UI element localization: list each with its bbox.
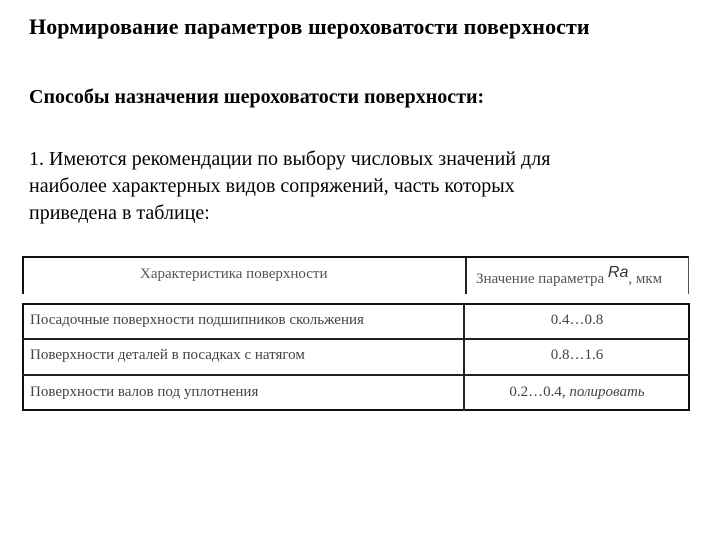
ra-symbol: Ra bbox=[607, 264, 629, 281]
table-cell-value: 0.8…1.6 bbox=[550, 347, 604, 363]
header-surface-characteristic: Характеристика поверхности bbox=[140, 266, 328, 282]
paragraph-line-2: наиболее характерных видов сопряжений, часть которых bbox=[29, 175, 515, 197]
table-header-divider bbox=[465, 258, 467, 294]
header-unit: , мкм bbox=[628, 271, 663, 287]
table-row-divider bbox=[22, 338, 690, 340]
paragraph-line-1: 1. Имеются рекомендации по выбору числовых значений для bbox=[29, 148, 551, 170]
table-cell-value: 0.4…0.8 bbox=[550, 312, 604, 328]
table-column-divider bbox=[463, 303, 465, 411]
table-cell-surface: Посадочные поверхности подшипников скольжения bbox=[30, 312, 364, 328]
table-body-frame bbox=[22, 303, 690, 411]
table-cell-surface: Поверхности деталей в посадках с натягом bbox=[30, 347, 305, 363]
value-text: 0.2…0.4, bbox=[509, 384, 566, 400]
section-subtitle: Способы назначения шероховатости поверхности: bbox=[29, 86, 485, 108]
table-cell-value-with-note bbox=[464, 384, 690, 401]
value-note: полировать bbox=[569, 384, 645, 400]
header-value-prefix: Значение параметра bbox=[476, 271, 605, 287]
body-paragraph bbox=[29, 146, 689, 227]
page-title: Нормирование параметров шероховатости поверхности bbox=[29, 14, 590, 39]
table-header-frame bbox=[22, 256, 689, 294]
header-parameter-value bbox=[476, 264, 663, 288]
table-row-divider bbox=[22, 374, 690, 376]
paragraph-line-3: приведена в таблице: bbox=[29, 202, 210, 224]
table-cell-surface: Поверхности валов под уплотнения bbox=[30, 384, 259, 400]
